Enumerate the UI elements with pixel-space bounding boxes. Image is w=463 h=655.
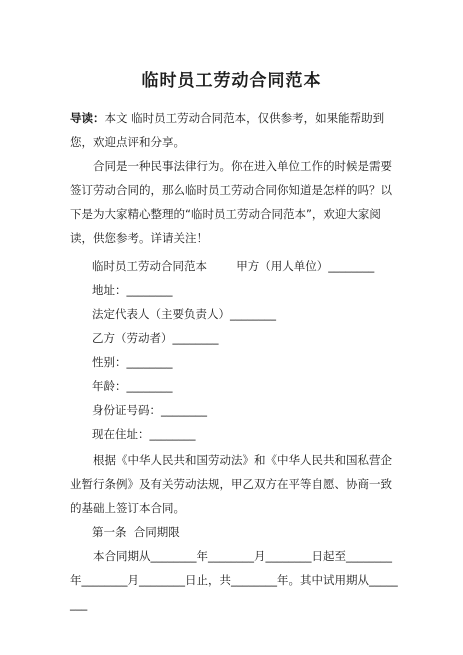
body-paragraph-3: 本合同期从________年________月________日起至________年________月________日止，共________年。其中试用期从________ (70, 549, 398, 611)
field-age: 年龄：________ (92, 379, 173, 393)
document-title: 临时员工劳动合同范本 (141, 71, 322, 91)
field-party-b: 乙方（劳动者）________ (92, 331, 219, 345)
clause-1-heading: 第一条 合同期限 (92, 525, 180, 539)
field-gender: 性别：________ (92, 355, 173, 369)
field-current-address: 现在住址：________ (92, 427, 196, 441)
body-paragraph-1: 合同是一种民事法律行为。你在进入单位工作的时候是需要签订劳动合同的，那么临时员工劳动合同你知道是怎样的吗？以下是为大家精心整理的“临时员工劳动合同范本”，欢迎大家阅读，供您参考。详请关注！ (70, 159, 392, 245)
field-id-number: 身份证号码：________ (92, 403, 207, 417)
body-paragraph-2: 根据《中华人民共和国劳动法》和《中华人民共和国私营企业暂行条例》及有关劳动法规，甲乙双方在平等自愿、协商一致的基础上签订本合同。 (70, 453, 392, 515)
field-party-a: 临时员工劳动合同范本 甲方（用人单位）________ (92, 259, 375, 273)
intro-paragraph (70, 106, 400, 154)
intro-text: 本文 临时员工劳动合同范本，仅供参考，如果能帮助到您，欢迎点评和分享。 (70, 111, 385, 149)
field-address: 地址：________ (92, 283, 173, 297)
intro-label: 导读： (70, 111, 105, 125)
field-legal-representative: 法定代表人（主要负责人）________ (92, 307, 276, 321)
